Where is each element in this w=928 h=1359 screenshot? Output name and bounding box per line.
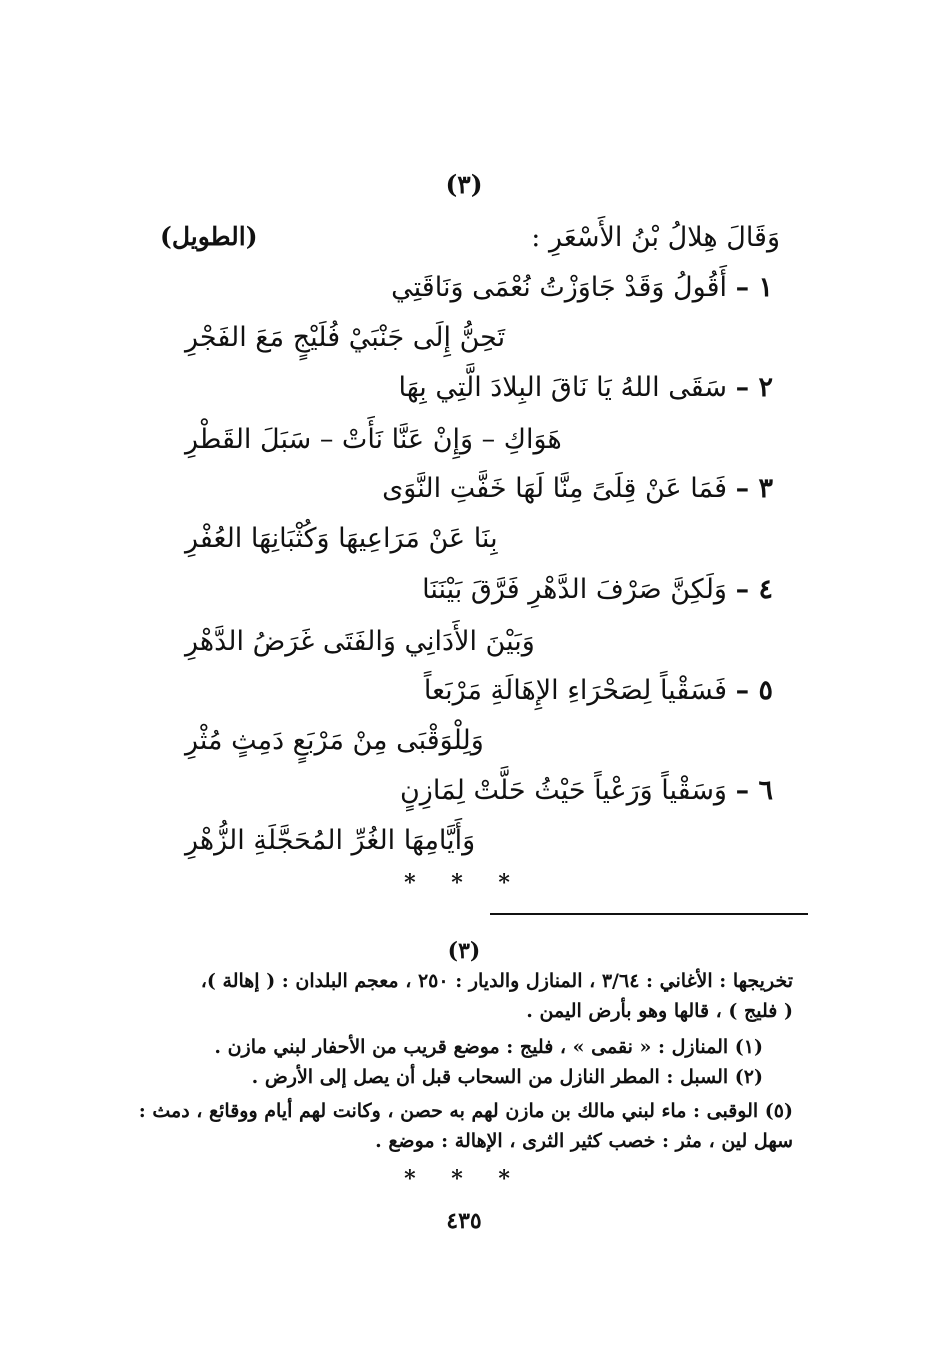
section-separator: * * * bbox=[404, 870, 524, 896]
footnote-line: (٥) الوقبى : ماء لبني مالك بن مازن لهم به حصن ، وكانت لهم أيام ووقائع ، دمث : bbox=[138, 1100, 793, 1122]
footnote-line: ( فليج ) ، قالها وهو بأرض اليمن . bbox=[526, 1000, 793, 1022]
poem-number: (٣) bbox=[445, 170, 483, 199]
verse-number: ٥ – bbox=[735, 675, 773, 706]
hemistich-text: وَلَكِنَّ صَرْفَ الدَّهْرِ فَرَّقَ بَيْنَنَا bbox=[422, 574, 727, 605]
footnote-separator: * * * bbox=[404, 1166, 524, 1192]
verse-4-second-hemistich: وَبَيْنَ الأَدَانِي وَالفَتَى غَرَضُ الدَّهْرِ bbox=[185, 626, 535, 657]
verse-5-second-hemistich: وَلِلْوَقْبَى مِنْ مَرْبَعٍ دَمِثٍ مُثْرِ bbox=[185, 725, 484, 756]
hemistich-text: فَسَقْياً لِصَحْرَاءِ الإِهَالَةِ مَرْبَعاً bbox=[423, 675, 727, 706]
footnote-line: تخريجها : الأغاني : ٣/٦٤ ، المنازل والديار : ٢٥٠ ، معجم البلدان : ( إهالة )، bbox=[200, 970, 793, 992]
verse-3-second-hemistich: بِنَا عَنْ مَرَاعِيهَا وَكُثْبَانِهَا العُفْرِ bbox=[185, 523, 498, 554]
verse-4-first-hemistich bbox=[422, 574, 773, 605]
poem-header bbox=[160, 222, 780, 262]
footnote-rule bbox=[490, 913, 808, 915]
footnote-line: (٢) السبل : المطر النازل من السحاب قبل أن يصل إلى الأرض . bbox=[251, 1066, 763, 1088]
hemistich-text: وَسَقْياً وَرَعْياً حَيْثُ حَلَّتْ لِمَازِنٍ bbox=[399, 775, 727, 806]
footnote-line: (١) المنازل : « نقمى » ، فليج : موضع قريب من الأحفار لبني مازن . bbox=[214, 1036, 763, 1058]
verse-2-first-hemistich bbox=[399, 372, 773, 403]
verse-1-second-hemistich: تَحِنُّ إِلَى جَنْبَيْ فُلَيْجٍ مَعَ الفَجْرِ bbox=[185, 322, 506, 353]
verse-1-first-hemistich bbox=[391, 272, 773, 303]
verse-6-first-hemistich bbox=[400, 775, 773, 806]
meter-label: (الطويل) bbox=[160, 222, 258, 251]
verse-2-second-hemistich: هَوَاكِ – وَإِنْ عَنَّا نَأَتْ – سَبَلَ القَطْرِ bbox=[185, 424, 562, 455]
hemistich-text: سَقَى اللهُ يَا نَاقَ البِلادَ الَّتِي بِهَا bbox=[398, 372, 727, 403]
verse-number: ١ – bbox=[735, 272, 773, 303]
verse-number: ٣ – bbox=[735, 473, 773, 504]
footnote-number: (٣) bbox=[447, 938, 481, 964]
verse-3-first-hemistich bbox=[382, 473, 773, 504]
verse-number: ٦ – bbox=[735, 775, 773, 806]
verse-number: ٤ – bbox=[735, 574, 773, 605]
verse-5-first-hemistich bbox=[424, 675, 773, 706]
verse-6-second-hemistich: وَأَيَّامِهَا الغُرِّ المُحَجَّلَةِ الزُّهْرِ bbox=[185, 825, 476, 856]
poem-intro: وَقَالَ هِلالُ بْنُ الأَسْعَرِ : bbox=[531, 222, 780, 253]
hemistich-text: فَمَا عَنْ قِلَىً مِنَّا لَهَا خَفَّتِ النَّوَى bbox=[382, 473, 727, 504]
footnote-line: سهل لين ، مثر : خصب كثير الثرى ، الإهالة : موضع . bbox=[375, 1130, 793, 1152]
page-number: ٤٣٥ bbox=[446, 1208, 482, 1234]
hemistich-text: أَقُولُ وَقَدْ جَاوَزْتُ نُعْمَى وَنَاقَتِي bbox=[391, 272, 727, 303]
verse-number: ٢ – bbox=[735, 372, 773, 403]
